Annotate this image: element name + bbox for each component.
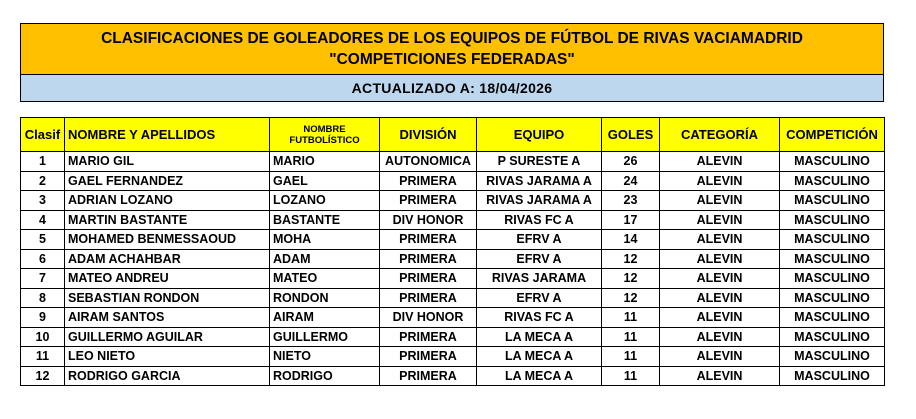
- table-row: [21, 152, 885, 172]
- page-title: [21, 24, 883, 75]
- cell-category: ALEVIN: [660, 288, 780, 308]
- cell-name: ADAM ACHAHBAR: [65, 249, 270, 269]
- cell-team: RIVAS JARAMA A: [477, 171, 602, 191]
- cell-name: AIRAM SANTOS: [65, 308, 270, 328]
- cell-team: EFRV A: [477, 230, 602, 250]
- title-line-2: "COMPETICIONES FEDERADAS": [329, 51, 575, 68]
- cell-goals: 12: [602, 288, 660, 308]
- cell-goals: 23: [602, 191, 660, 211]
- cell-division: DIV HONOR: [380, 210, 477, 230]
- cell-goals: 17: [602, 210, 660, 230]
- cell-team: P SURESTE A: [477, 152, 602, 172]
- cell-division: PRIMERA: [380, 327, 477, 347]
- cell-team: LA MECA A: [477, 327, 602, 347]
- cell-goals: 14: [602, 230, 660, 250]
- cell-competition: MASCULINO: [780, 171, 885, 191]
- cell-name: SEBASTIAN RONDON: [65, 288, 270, 308]
- table-row: [21, 249, 885, 269]
- cell-name: GAEL FERNANDEZ: [65, 171, 270, 191]
- cell-position: 6: [21, 249, 65, 269]
- cell-category: ALEVIN: [660, 366, 780, 386]
- cell-team: LA MECA A: [477, 366, 602, 386]
- cell-team: EFRV A: [477, 288, 602, 308]
- cell-division: PRIMERA: [380, 366, 477, 386]
- scorers-table: [20, 117, 885, 386]
- cell-competition: MASCULINO: [780, 269, 885, 289]
- cell-position: 3: [21, 191, 65, 211]
- cell-name: ADRIAN LOZANO: [65, 191, 270, 211]
- cell-category: ALEVIN: [660, 171, 780, 191]
- cell-alias: GUILLERMO: [270, 327, 380, 347]
- cell-competition: MASCULINO: [780, 249, 885, 269]
- cell-position: 4: [21, 210, 65, 230]
- cell-goals: 24: [602, 171, 660, 191]
- col-header-equipo: EQUIPO: [477, 118, 602, 152]
- cell-team: LA MECA A: [477, 347, 602, 367]
- cell-position: 9: [21, 308, 65, 328]
- cell-team: RIVAS FC A: [477, 308, 602, 328]
- cell-goals: 12: [602, 249, 660, 269]
- col-header-competicion: COMPETICIÓN: [780, 118, 885, 152]
- cell-alias: MARIO: [270, 152, 380, 172]
- col-header-futbolistico-line1: NOMBRE: [303, 123, 346, 135]
- table-row: [21, 230, 885, 250]
- cell-position: 10: [21, 327, 65, 347]
- cell-category: ALEVIN: [660, 308, 780, 328]
- cell-name: RODRIGO GARCIA: [65, 366, 270, 386]
- cell-alias: RONDON: [270, 288, 380, 308]
- cell-competition: MASCULINO: [780, 327, 885, 347]
- cell-position: 2: [21, 171, 65, 191]
- cell-alias: MOHA: [270, 230, 380, 250]
- cell-division: PRIMERA: [380, 249, 477, 269]
- table-row: [21, 269, 885, 289]
- cell-competition: MASCULINO: [780, 152, 885, 172]
- col-header-goles: GOLES: [602, 118, 660, 152]
- cell-goals: 11: [602, 327, 660, 347]
- cell-division: PRIMERA: [380, 230, 477, 250]
- cell-position: 7: [21, 269, 65, 289]
- cell-position: 11: [21, 347, 65, 367]
- table-row: [21, 288, 885, 308]
- cell-alias: GAEL: [270, 171, 380, 191]
- cell-team: RIVAS JARAMA: [477, 269, 602, 289]
- cell-competition: MASCULINO: [780, 366, 885, 386]
- cell-competition: MASCULINO: [780, 308, 885, 328]
- cell-category: ALEVIN: [660, 249, 780, 269]
- cell-category: ALEVIN: [660, 327, 780, 347]
- cell-category: ALEVIN: [660, 269, 780, 289]
- cell-position: 8: [21, 288, 65, 308]
- cell-division: AUTONOMICA: [380, 152, 477, 172]
- cell-position: 1: [21, 152, 65, 172]
- cell-competition: MASCULINO: [780, 210, 885, 230]
- updated-date: 18/04/2026: [479, 80, 553, 96]
- cell-category: ALEVIN: [660, 210, 780, 230]
- cell-position: 12: [21, 366, 65, 386]
- cell-name: MOHAMED BENMESSAOUD: [65, 230, 270, 250]
- cell-alias: NIETO: [270, 347, 380, 367]
- col-header-clasif: Clasif: [21, 118, 65, 152]
- cell-category: ALEVIN: [660, 191, 780, 211]
- col-header-division: DIVISIÓN: [380, 118, 477, 152]
- cell-division: DIV HONOR: [380, 308, 477, 328]
- cell-goals: 26: [602, 152, 660, 172]
- cell-position: 5: [21, 230, 65, 250]
- cell-competition: MASCULINO: [780, 288, 885, 308]
- cell-competition: MASCULINO: [780, 347, 885, 367]
- cell-name: GUILLERMO AGUILAR: [65, 327, 270, 347]
- cell-division: PRIMERA: [380, 269, 477, 289]
- table-row: [21, 171, 885, 191]
- col-header-futbolistico-line2: FUTBOLÍSTICO: [289, 134, 360, 146]
- cell-goals: 11: [602, 347, 660, 367]
- cell-alias: BASTANTE: [270, 210, 380, 230]
- table-row: [21, 327, 885, 347]
- table-row: [21, 191, 885, 211]
- cell-division: PRIMERA: [380, 191, 477, 211]
- title-line-1: CLASIFICACIONES DE GOLEADORES DE LOS EQUIPOS DE FÚTBOL DE RIVAS VACIAMADRID: [101, 30, 803, 47]
- updated-bar: [21, 75, 883, 101]
- cell-goals: 11: [602, 308, 660, 328]
- cell-category: ALEVIN: [660, 230, 780, 250]
- cell-category: ALEVIN: [660, 347, 780, 367]
- cell-goals: 11: [602, 366, 660, 386]
- col-header-futbolistico: [270, 118, 380, 152]
- cell-competition: MASCULINO: [780, 230, 885, 250]
- cell-alias: MATEO: [270, 269, 380, 289]
- cell-alias: ADAM: [270, 249, 380, 269]
- updated-label: ACTUALIZADO A:: [351, 80, 476, 96]
- cell-name: MARIO GIL: [65, 152, 270, 172]
- cell-alias: LOZANO: [270, 191, 380, 211]
- cell-competition: MASCULINO: [780, 191, 885, 211]
- title-banner: [20, 23, 884, 102]
- cell-division: PRIMERA: [380, 171, 477, 191]
- cell-category: ALEVIN: [660, 152, 780, 172]
- cell-name: MATEO ANDREU: [65, 269, 270, 289]
- table-row: [21, 210, 885, 230]
- cell-name: MARTIN BASTANTE: [65, 210, 270, 230]
- table-row: [21, 308, 885, 328]
- cell-alias: RODRIGO: [270, 366, 380, 386]
- cell-goals: 12: [602, 269, 660, 289]
- cell-team: RIVAS FC A: [477, 210, 602, 230]
- cell-division: PRIMERA: [380, 288, 477, 308]
- table-row: [21, 347, 885, 367]
- cell-team: RIVAS JARAMA A: [477, 191, 602, 211]
- col-header-categoria: CATEGORÍA: [660, 118, 780, 152]
- cell-team: EFRV A: [477, 249, 602, 269]
- table-header-row: [21, 118, 885, 152]
- table-row: [21, 366, 885, 386]
- cell-division: PRIMERA: [380, 347, 477, 367]
- cell-name: LEO NIETO: [65, 347, 270, 367]
- col-header-nombre: NOMBRE Y APELLIDOS: [65, 118, 270, 152]
- cell-alias: AIRAM: [270, 308, 380, 328]
